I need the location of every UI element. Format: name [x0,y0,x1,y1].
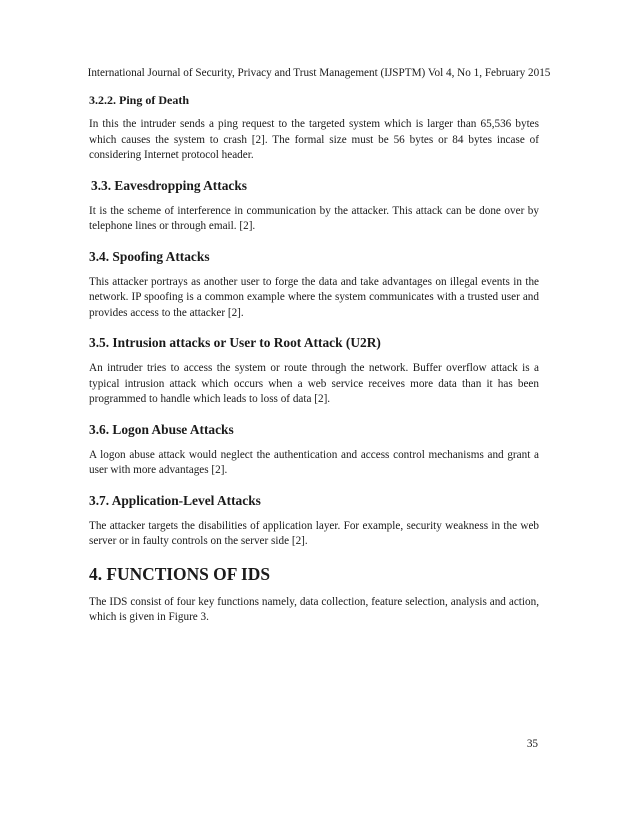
paragraph-ping-of-death: In this the intruder sends a ping request to the targeted system which is larger than 65,536 bytes which causes the system to crash [2]. The formal size must be 56 bytes or 84 bytes incase of considering Internet protocol header. [89,118,539,161]
section-heading-spoofing: 3.4. Spoofing Attacks [89,248,210,264]
section-heading-u2r: 3.5. Intrusion attacks or User to Root Attack (U2R) [89,335,381,350]
chapter-heading-functions-of-ids: 4. FUNCTIONS OF IDS [89,563,271,584]
section-heading-logon-abuse: 3.6. Logon Abuse Attacks [89,421,234,437]
section-heading-application-level: 3.7. Application-Level Attacks [89,492,261,508]
page-body [89,92,539,639]
paragraph-spoofing: This attacker portrays as another user to forge the data and take advantages on illegal events in the network. IP spoofing is a common example where the system communicates with a trusted user and provides access to the attacker [2]. [89,275,539,319]
section-heading-eavesdropping: 3.3. Eavesdropping Attacks [91,177,248,193]
paragraph-application-level: The attacker targets the disabilities of application layer. For example, security weakness in the web server or in faulty controls on the server side [2]. [89,519,539,547]
paragraph-logon-abuse: A logon abuse attack would neglect the authentication and access control mechanisms and grant a user with more advantages [2]. [89,448,539,476]
page-number: 35 [526,738,538,750]
paragraph-functions-of-ids: The IDS consist of four key functions namely, data collection, feature selection, analysis and action, which is given in Figure 3. [89,595,539,623]
paragraph-eavesdropping: It is the scheme of interference in communication by the attacker. This attack can be done over by telephone lines or through email. [2]. [89,204,539,232]
running-header: International Journal of Security, Privacy and Trust Management (IJSPTM) Vol 4, No 1, February 2015 [87,67,551,79]
subsection-heading-ping-of-death: 3.2.2. Ping of Death [89,93,189,107]
paragraph-u2r: An intruder tries to access the system or route through the network. Buffer overflow attack is a typical intrusion attack which occurs when a web service receives more data than it has been programmed to handle which leads to loss of data [2]. [89,362,539,405]
